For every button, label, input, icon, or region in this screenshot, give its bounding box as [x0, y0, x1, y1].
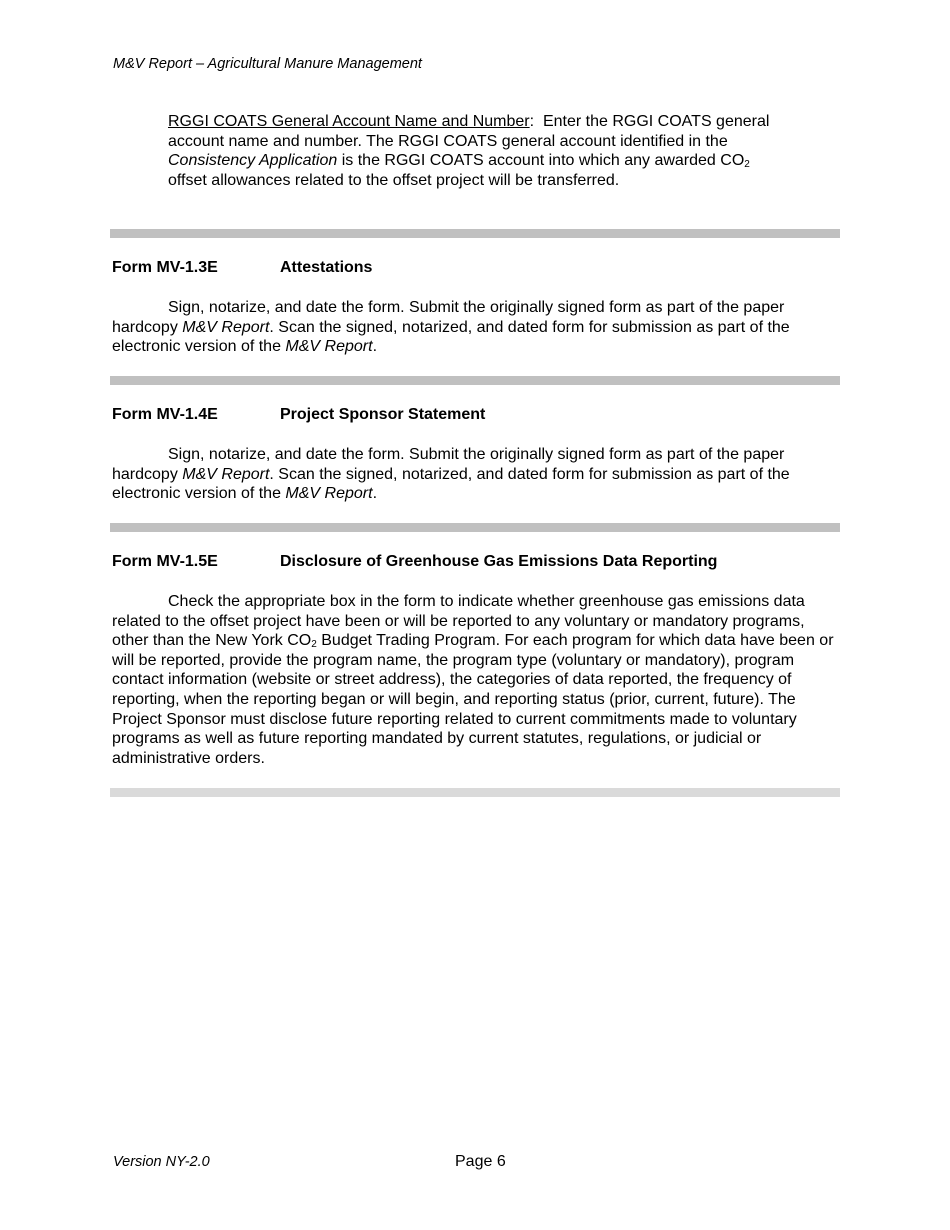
account-instruction: [168, 112, 788, 190]
account-colon: :: [529, 113, 543, 130]
section-divider: [110, 523, 840, 532]
body-italic-2: M&V Report: [285, 485, 373, 503]
form-id: Form MV-1.5E: [112, 553, 218, 570]
section-title: Attestations: [280, 259, 373, 276]
section-divider: [110, 229, 840, 238]
running-header: M&V Report – Agricultural Manure Management: [113, 56, 422, 72]
body-italic-1: M&V Report: [182, 465, 270, 483]
section-body: [112, 445, 840, 504]
account-label: RGGI COATS General Account Name and Number: [168, 113, 530, 130]
page-number: Page 6: [455, 1153, 506, 1170]
section-title: Disclosure of Greenhouse Gas Emissions Data Reporting: [280, 553, 718, 570]
section-body: [112, 298, 840, 357]
account-text-1: Enter the RGGI COATS general account name and number. The RGGI COATS general account identified in the: [168, 113, 770, 150]
account-italic: Consistency Application: [168, 152, 338, 170]
section-title: Project Sponsor Statement: [280, 406, 486, 423]
account-text-2: is the RGGI COATS account into which any awarded CO: [337, 152, 745, 170]
account-text-3: offset allowances related to the offset project will be transferred.: [168, 171, 620, 189]
section-body: [112, 592, 840, 768]
body-text-1: Check the appropriate box in the form to indicate whether greenhouse gas emissions data related to the offset project have been or will be reported to any voluntary or mandatory programs, other than the New York CO: [112, 593, 805, 650]
body-text-3: .: [372, 485, 378, 503]
body-italic-2: M&V Report: [285, 338, 373, 356]
body-subscript: 2: [311, 639, 317, 651]
section-heading: [112, 553, 717, 571]
body-text-2: . Scan the signed, notarized, and dated form for submission as part of the electronic version of the: [112, 465, 790, 503]
footer-version: Version NY-2.0: [113, 1154, 210, 1170]
body-text-3: .: [372, 338, 378, 356]
body-italic-1: M&V Report: [182, 318, 270, 336]
account-subscript: 2: [744, 159, 750, 171]
form-id: Form MV-1.4E: [112, 406, 218, 423]
body-text-1: Sign, notarize, and date the form. Submit the originally signed form as part of the paper hardcopy: [112, 446, 785, 483]
section-heading: [112, 406, 485, 424]
body-text-1: Sign, notarize, and date the form. Submit the originally signed form as part of the paper hardcopy: [112, 299, 785, 336]
form-id: Form MV-1.3E: [112, 259, 218, 276]
body-text-2: . Scan the signed, notarized, and dated form for submission as part of the electronic version of the: [112, 318, 790, 356]
body-text-2: Budget Trading Program. For each program for which data have been or will be reported, provide the program name, the program type (voluntary or mandatory), program contact information (website or street address), the categories of data reported, the frequency of reporting, when the reporting began or will begin, and reporting status (prior, current, future). The Project Sponsor must disclose future reporting related to current commitments made to voluntary programs as well as future reporting mandated by current statutes, regulations, or judicial or administrative orders.: [112, 632, 834, 767]
section-heading: [112, 259, 372, 277]
section-divider: [110, 376, 840, 385]
section-divider: [110, 788, 840, 797]
